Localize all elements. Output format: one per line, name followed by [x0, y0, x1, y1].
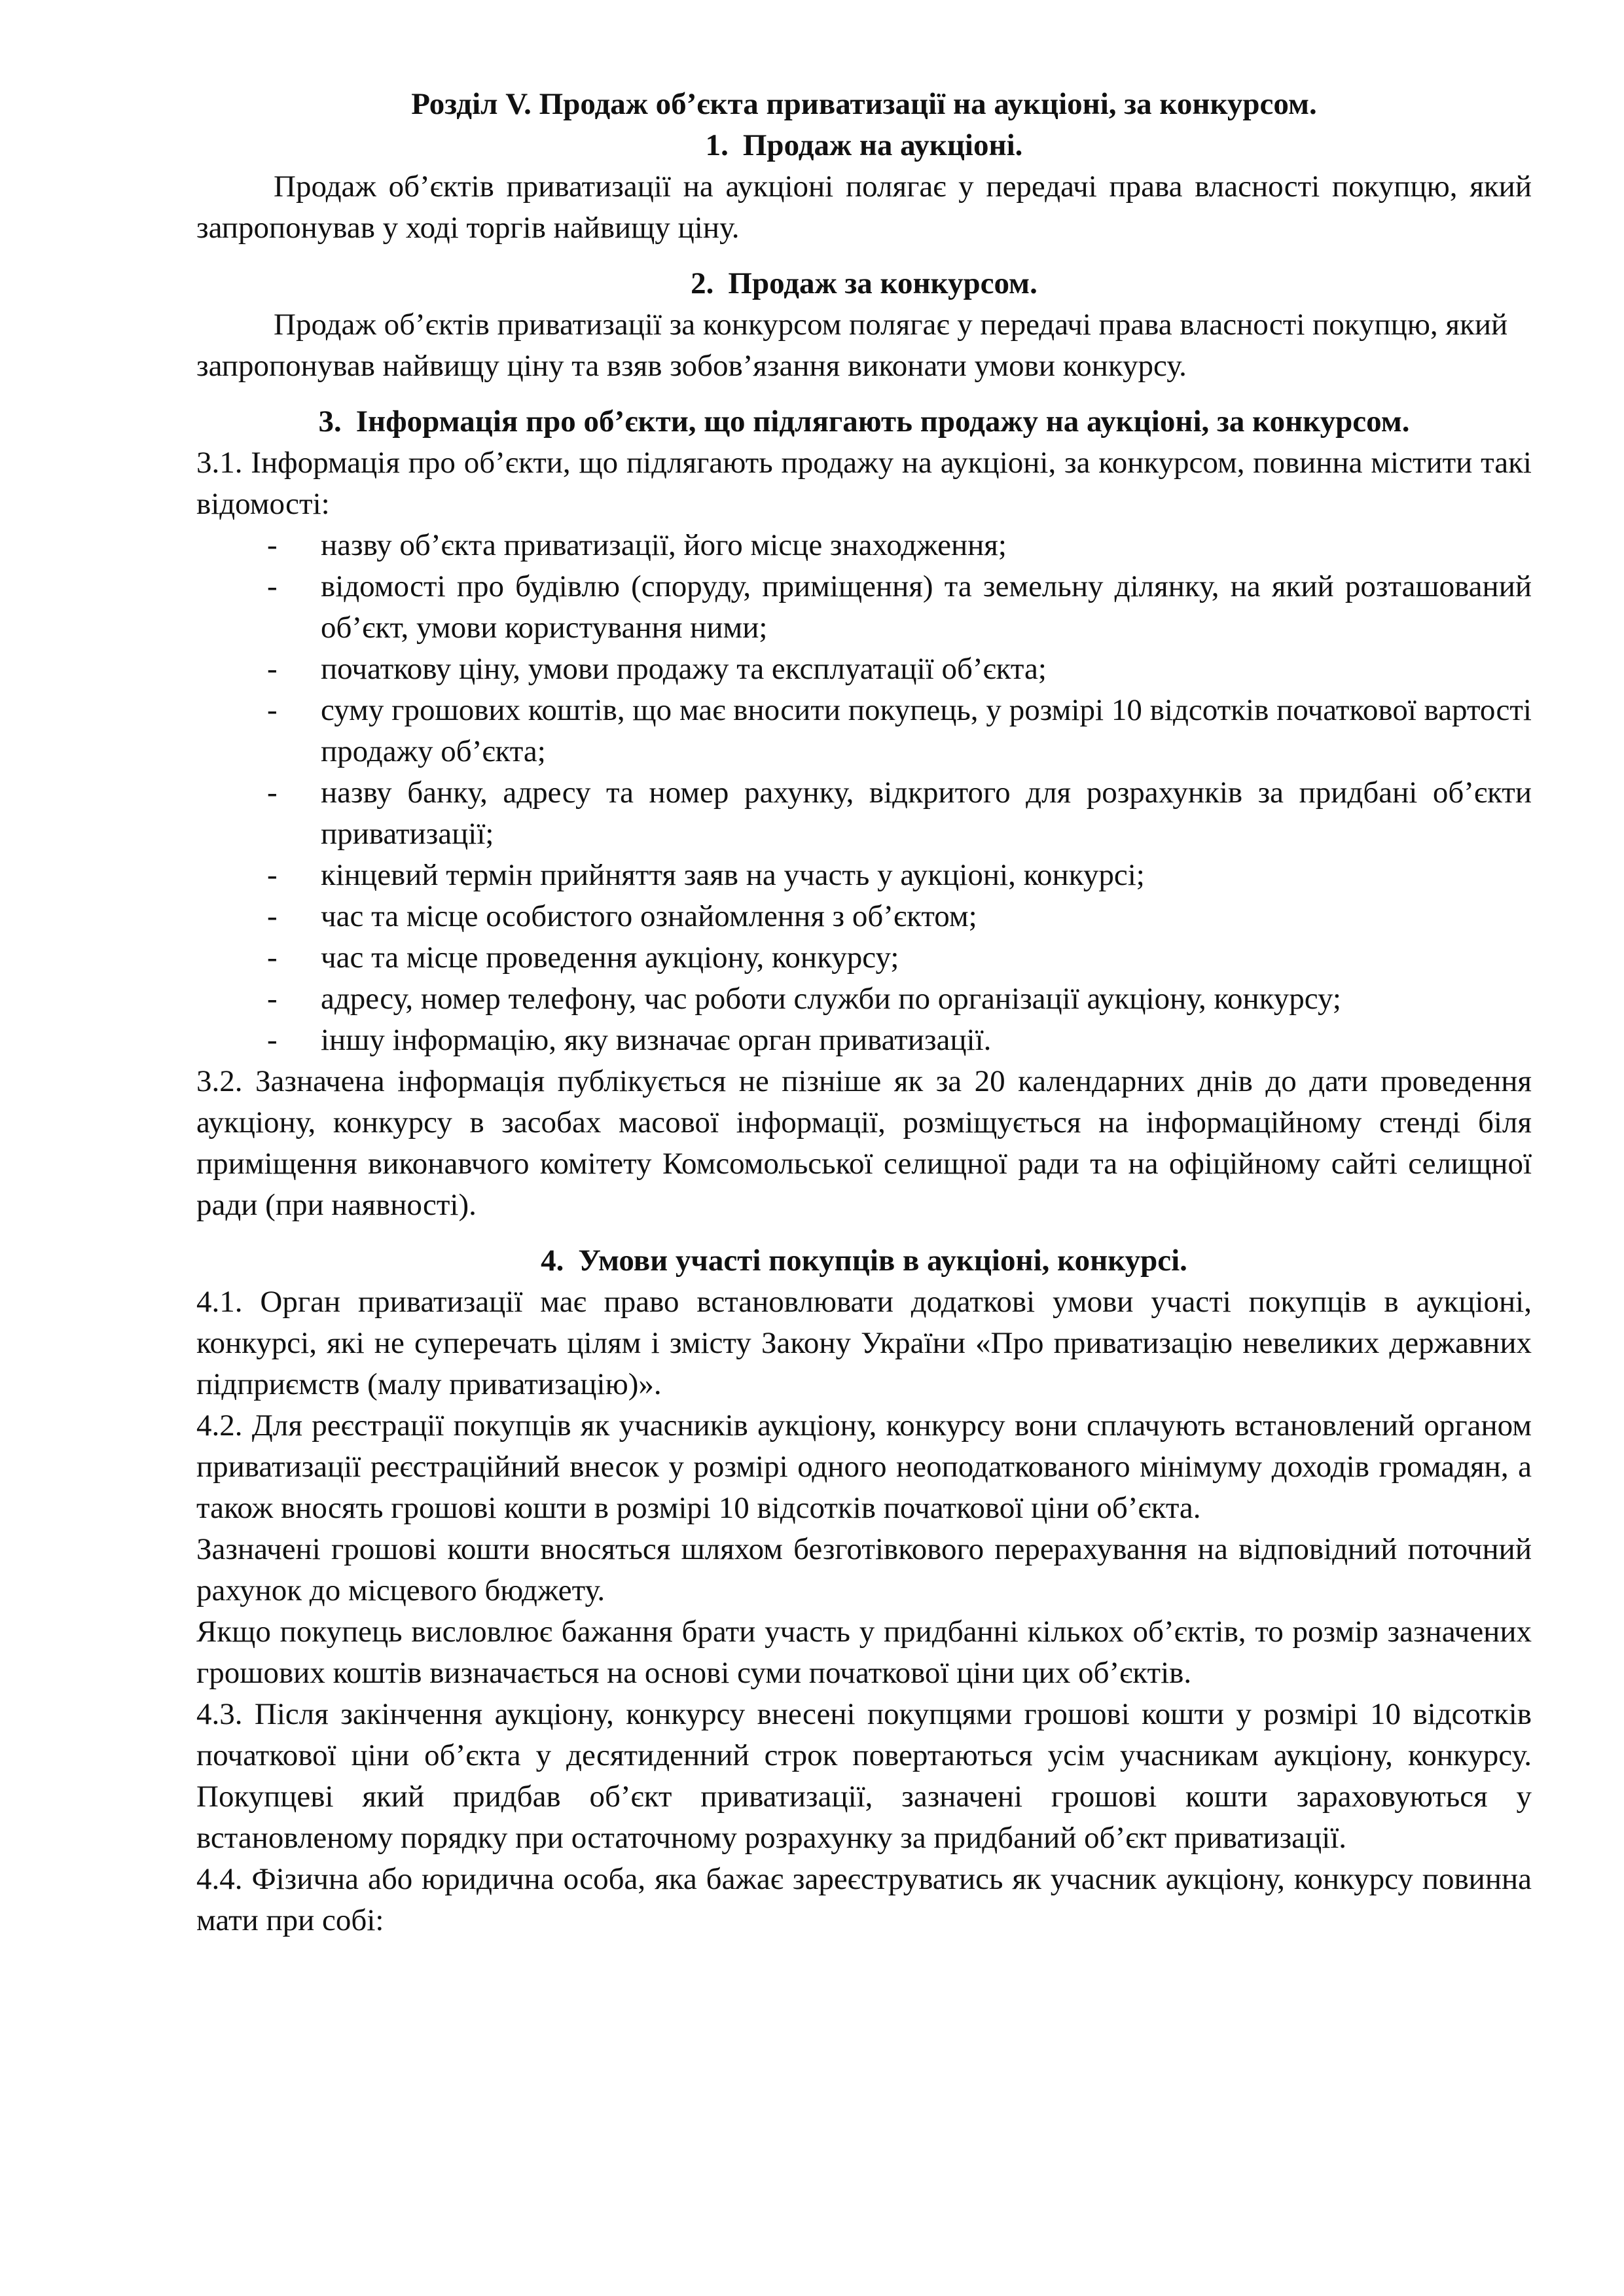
- list-item: - час та місце особистого ознайомлення з об’єктом;: [321, 896, 1532, 937]
- heading-text: Умови участі покупців в аукціоні, конкурсі.: [578, 1244, 1187, 1278]
- list-item: - адресу, номер телефону, час роботи служби по організації аукціону, конкурсу;: [321, 978, 1532, 1020]
- list-item: - суму грошових коштів, що має вносити покупець, у розмірі 10 відсотків початкової вартості продажу об’єкта;: [321, 690, 1532, 772]
- heading-competition-sale: [196, 263, 1532, 304]
- heading-text: Інформація про об’єкти, що підлягають продажу на аукціоні, за конкурсом.: [355, 404, 1410, 439]
- paragraph: 4.3. Після закінчення аукціону, конкурсу внесені покупцями грошові кошти у розмірі 10 відсотків початкової ціни об’єкта у десятиденний строк повертаються усім учасникам аукціону, конкурсу. Покупцеві який придбав об’єкт приватизації, зазначені грошові кошти зараховуються у встановленому порядку при остаточному розрахунку за придбаний об’єкт приватизації.: [196, 1697, 1532, 1855]
- heading-number: 4.: [541, 1244, 564, 1278]
- list-item: - час та місце проведення аукціону, конкурсу;: [321, 937, 1532, 978]
- section-title: Розділ V. Продаж об’єкта приватизації на аукціоні, за конкурсом.: [411, 87, 1317, 121]
- heading-participation-terms: [196, 1240, 1532, 1282]
- paragraph: 4.1. Орган приватизації має право встановлювати додаткові умови участі покупців в аукціоні, конкурсі, які не суперечать цілям і змісту Закону України «Про приватизацію невеликих державних підприємств (малу приватизацію)».: [196, 1285, 1532, 1401]
- paragraph: 3.2. Зазначена інформація публікується не пізніше як за 20 календарних днів до дати проведення аукціону, конкурсу в засобах масової інформації, розміщується на інформаційному стенді біля приміщення виконавчого комітету Комсомольської селищної ради та на офіційному сайті селищної ради (при наявності).: [196, 1064, 1532, 1222]
- document-page: [196, 84, 1532, 1941]
- heading-number: 2.: [691, 266, 714, 300]
- list-item: - початкову ціну, умови продажу та експлуатації об’єкта;: [321, 649, 1532, 690]
- paragraph: Зазначені грошові кошти вносяться шляхом безготівкового перерахування на відповідний поточний рахунок до місцевого бюджету.: [196, 1532, 1532, 1607]
- info-list: [196, 525, 1532, 1061]
- paragraph: 4.4. Фізична або юридична особа, яка бажає зареєструватись як учасник аукціону, конкурсу повинна мати при собі:: [196, 1862, 1532, 1937]
- heading-number: 1.: [705, 128, 729, 162]
- paragraph: Якщо покупець висловлює бажання брати участь у придбанні кількох об’єктів, то розмір зазначених грошових коштів визначається на основі суми початкової ціни цих об’єктів.: [196, 1615, 1532, 1690]
- heading-auction-sale: [196, 125, 1532, 166]
- list-item: - назву об’єкта приватизації, його місце знаходження;: [321, 525, 1532, 566]
- list-item: - назву банку, адресу та номер рахунку, відкритого для розрахунків за придбані об’єкти приватизації;: [321, 772, 1532, 855]
- heading-text: Продаж на аукціоні.: [742, 128, 1023, 162]
- paragraph: Продаж об’єктів приватизації на аукціоні полягає у передачі права власності покупцю, який запропонував у ході торгів найвищу ціну.: [196, 170, 1532, 245]
- paragraph: 3.1. Інформація про об’єкти, що підлягають продажу на аукціоні, за конкурсом, повинна містити такі відомості:: [196, 446, 1532, 521]
- list-item: - відомості про будівлю (споруду, приміщення) та земельну ділянку, на який розташований об’єкт, умови користування ними;: [321, 566, 1532, 649]
- heading-text: Продаж за конкурсом.: [728, 266, 1038, 300]
- heading-number: 3.: [318, 404, 342, 439]
- list-item: - кінцевий термін прийняття заяв на участь у аукціоні, конкурсі;: [321, 855, 1532, 896]
- paragraph: Продаж об’єктів приватизації за конкурсом полягає у передачі права власності покупцю, який запропонував найвищу ціну та взяв зобов’язання виконати умови конкурсу.: [196, 308, 1508, 383]
- paragraph: 4.2. Для реєстрації покупців як учасників аукціону, конкурсу вони сплачують встановлений органом приватизації реєстраційний внесок у розмірі одного неоподаткованого мінімуму доходів громадян, а також вносять грошові кошти в розмірі 10 відсотків початкової ціни об’єкта.: [196, 1408, 1532, 1525]
- heading-object-info: [196, 401, 1532, 442]
- list-item: - іншу інформацію, яку визначає орган приватизації.: [321, 1020, 1532, 1061]
